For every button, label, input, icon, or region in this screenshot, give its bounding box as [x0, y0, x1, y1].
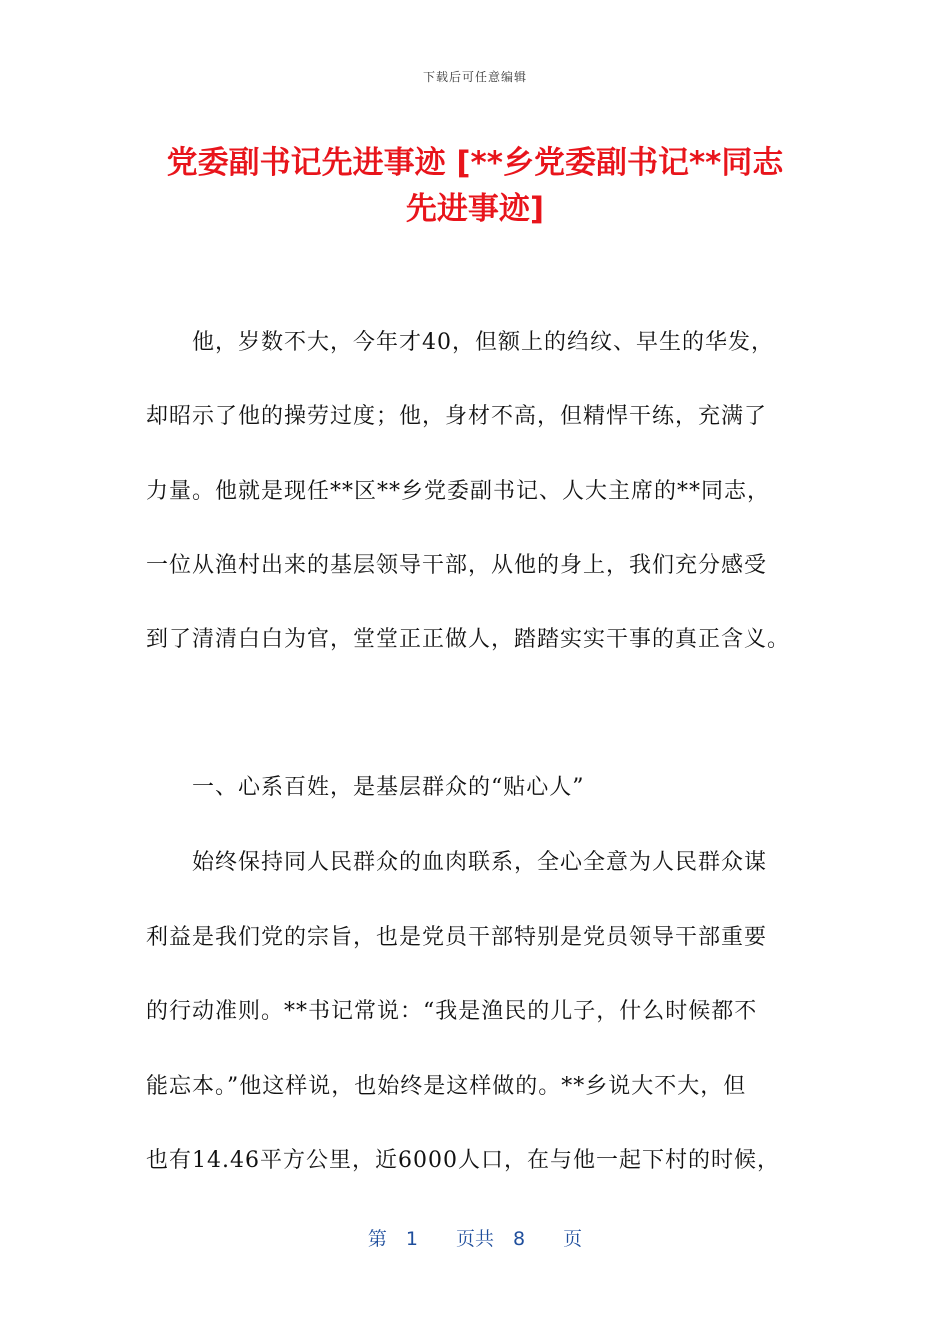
title-line-1: 党委副书记先进事迹 [**乡党委副书记**同志 — [166, 145, 784, 181]
section-body-line: 始终保持同人民群众的血肉联系，全心全意为人民群众谋 — [146, 850, 768, 875]
header-note: 下载后可任意编辑 — [422, 70, 527, 84]
intro-line: 力量。他就是现任**区**乡党委副书记、人大主席的**同志， — [146, 479, 771, 504]
section-heading: 一、心系百姓，是基层群众的“贴心人” — [146, 775, 585, 800]
intro-line: 却昭示了他的操劳过度；他，身材不高，但精悍干练，充满了 — [146, 404, 768, 429]
section-body-line: 利益是我们党的宗旨，也是党员干部特别是党员领导干部重要 — [146, 925, 768, 950]
document-title — [120, 140, 830, 232]
intro-line: 一位从渔村出来的基层领导干部，从他的身上，我们充分感受 — [146, 553, 768, 578]
section-body-line: 的行动准则。**书记常说：“我是渔民的儿子，什么时候都不 — [146, 999, 758, 1024]
section-body-line: 能忘本。”他这样说，也始终是这样做的。**乡说大不大，但 — [146, 1074, 747, 1099]
title-line-2: 先进事迹] — [405, 191, 545, 227]
intro-line: 到了清清白白为官，堂堂正正做人，踏踏实实干事的真正含义。 — [146, 627, 791, 652]
section-body-line: 也有14.46平方公里，近6000人口，在与他一起下村的时候， — [146, 1148, 780, 1173]
page-number-footer: 第 1 页共 8 页 — [367, 1228, 583, 1250]
intro-line: 他，岁数不大，今年才40，但额上的绉纹、早生的华发， — [146, 330, 774, 355]
